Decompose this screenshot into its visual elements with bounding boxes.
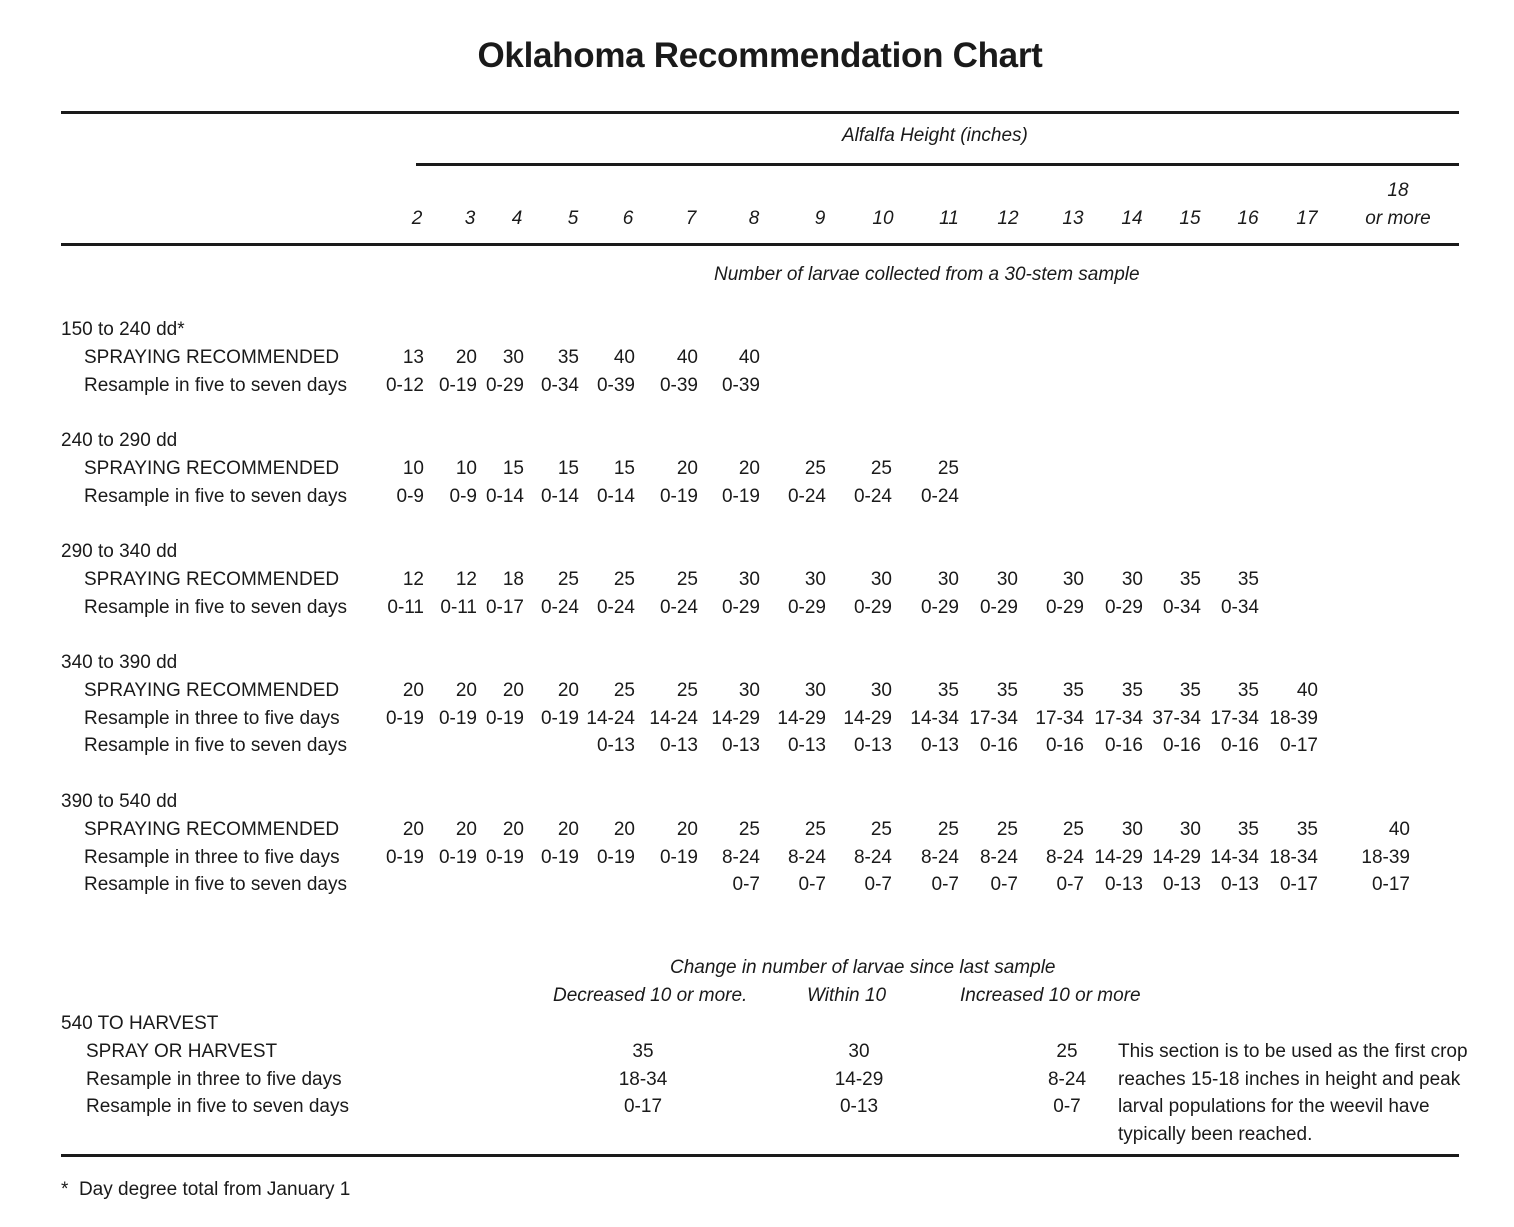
- page-title: Oklahoma Recommendation Chart: [477, 36, 1043, 75]
- table-cell: 8-24: [787, 846, 826, 868]
- table-cell: 0-11: [440, 596, 477, 618]
- table-cell: 0-19: [438, 846, 477, 868]
- table-cell: 0-24: [920, 485, 959, 507]
- row-label: SPRAYING RECOMMENDED: [84, 679, 340, 701]
- harvest-col-decreased: Decreased 10 or more.: [553, 985, 748, 1006]
- table-cell: 0-14: [540, 485, 579, 507]
- table-cell: 0-19: [385, 707, 424, 729]
- height-header-rule: [416, 163, 1459, 166]
- row-label: Resample in five to seven days: [84, 374, 347, 396]
- height-header-cell: 3: [464, 208, 476, 229]
- table-cell: 15: [557, 457, 579, 479]
- table-cell: 0-34: [1220, 596, 1259, 618]
- height-header-cell: 15: [1179, 208, 1201, 229]
- table-cell: 14-29: [777, 707, 826, 729]
- table-cell: 20: [557, 818, 579, 840]
- table-cell: 14-29: [1094, 846, 1143, 868]
- table-cell: 0-19: [485, 846, 524, 868]
- section-label: 240 to 290 dd: [61, 430, 178, 451]
- subheader: Number of larvae collected from a 30-stem sample: [714, 264, 1140, 285]
- table-cell: 37-34: [1152, 707, 1201, 729]
- footnote: * Day degree total from January 1: [61, 1179, 351, 1200]
- table-cell: 0-19: [659, 846, 698, 868]
- table-cell: 0-16: [1045, 735, 1084, 757]
- table-cell: 35: [937, 679, 959, 701]
- row-label: SPRAYING RECOMMENDED: [84, 346, 340, 368]
- height-header: Alfalfa Height (inches): [842, 125, 1028, 146]
- row-label: Resample in five to seven days: [84, 596, 347, 618]
- table-cell: 25: [996, 818, 1018, 840]
- table-cell: 30: [738, 568, 760, 590]
- table-cell: 30: [870, 679, 892, 701]
- table-cell: 25: [870, 457, 892, 479]
- table-cell: 0-34: [540, 374, 579, 396]
- table-cell: 35: [1121, 679, 1143, 701]
- table-cell: 25: [937, 457, 959, 479]
- table-cell: 12: [402, 568, 424, 590]
- table-cell: 0-13: [1220, 874, 1259, 896]
- harvest-note: This section is to be used as the first crop reaches 15-18 inches in height and peak larval populations for the weevil have typically been reached.: [1118, 1041, 1468, 1146]
- table-cell: 30: [1062, 568, 1084, 590]
- height-header-cell: 7: [685, 208, 697, 229]
- table-cell: 0-19: [438, 707, 477, 729]
- harvest-cell: 0-17: [623, 1096, 663, 1118]
- table-cell: 0-16: [979, 735, 1018, 757]
- table-cell: 8-24: [853, 846, 892, 868]
- bottom-rule: [61, 1154, 1459, 1157]
- table-cell: 0-19: [721, 485, 760, 507]
- table-cell: 35: [557, 346, 579, 368]
- section-label: 340 to 390 dd: [61, 652, 178, 673]
- table-cell: 20: [455, 346, 477, 368]
- table-cell: 25: [1062, 818, 1084, 840]
- table-cell: 0-39: [659, 374, 698, 396]
- table-cell: 20: [402, 818, 424, 840]
- row-label: Resample in five to seven days: [84, 485, 347, 507]
- table-cell: 25: [613, 568, 635, 590]
- table-cell: 8-24: [1045, 846, 1084, 868]
- table-cell: 30: [1179, 818, 1201, 840]
- harvest-row-label: SPRAY OR HARVEST: [86, 1041, 278, 1062]
- table-cell: 0-34: [1162, 596, 1201, 618]
- table-cell: 0-13: [1162, 874, 1201, 896]
- table-cell: 0-7: [732, 874, 760, 896]
- table-cell: 35: [1296, 818, 1318, 840]
- table-cell: 17-34: [1210, 707, 1259, 729]
- harvest-cell: 0-7: [1053, 1096, 1081, 1118]
- table-cell: 14-29: [1152, 846, 1201, 868]
- table-cell: 35: [1237, 818, 1259, 840]
- table-cell: 30: [804, 568, 826, 590]
- table-cell: 30: [870, 568, 892, 590]
- table-cell: 8-24: [920, 846, 959, 868]
- table-cell: 0-13: [659, 735, 698, 757]
- change-header: Change in number of larvae since last sample: [670, 957, 1056, 978]
- table-cell: 25: [557, 568, 579, 590]
- table-cell: 25: [804, 457, 826, 479]
- table-cell: 0-39: [596, 374, 635, 396]
- table-cell: 18: [502, 568, 524, 590]
- section-label: 150 to 240 dd*: [61, 319, 185, 340]
- table-cell: 0-12: [385, 374, 424, 396]
- table-cell: 0-19: [540, 707, 579, 729]
- table-cell: 0-24: [787, 485, 826, 507]
- height-header-cell: 18: [1387, 180, 1409, 201]
- table-cell: 20: [676, 457, 698, 479]
- table-cell: 18-34: [1269, 846, 1318, 868]
- height-header-cell: 10: [872, 208, 894, 229]
- table-cell: 25: [804, 818, 826, 840]
- table-cell: 0-7: [990, 874, 1018, 896]
- table-cell: 0-29: [979, 596, 1018, 618]
- height-header-cell: 14: [1121, 208, 1143, 229]
- table-cell: 18-39: [1361, 846, 1410, 868]
- table-cell: 0-14: [485, 485, 524, 507]
- table-cell: 17-34: [969, 707, 1018, 729]
- table-cell: 0-17: [1279, 874, 1318, 896]
- table-cell: 20: [738, 457, 760, 479]
- table-cell: 30: [738, 679, 760, 701]
- table-cell: 30: [502, 346, 524, 368]
- table-cell: 0-7: [1056, 874, 1084, 896]
- table-cell: 0-24: [540, 596, 579, 618]
- height-header-cell: 13: [1062, 208, 1084, 229]
- table-cell: 0-16: [1220, 735, 1259, 757]
- table-cell: 0-39: [721, 374, 760, 396]
- table-cell: 35: [1179, 568, 1201, 590]
- table-cell: 15: [613, 457, 635, 479]
- table-cell: 25: [937, 818, 959, 840]
- height-header-cell: 9: [814, 208, 826, 229]
- harvest-cell: 0-13: [839, 1096, 879, 1118]
- table-cell: 0-17: [1371, 874, 1410, 896]
- harvest-cell: 25: [1056, 1041, 1078, 1062]
- harvest-section-label: 540 TO HARVEST: [61, 1013, 219, 1034]
- table-cell: 0-11: [387, 596, 424, 618]
- table-cell: 0-29: [485, 374, 524, 396]
- table-cell: 0-7: [798, 874, 826, 896]
- table-cell: 20: [455, 679, 477, 701]
- table-cell: 0-7: [931, 874, 959, 896]
- table-cell: 13: [402, 346, 424, 368]
- table-cell: 0-24: [659, 596, 698, 618]
- table-cell: 25: [613, 679, 635, 701]
- row-label: SPRAYING RECOMMENDED: [84, 568, 340, 590]
- table-cell: 14-29: [843, 707, 892, 729]
- table-cell: 0-13: [853, 735, 892, 757]
- table-cell: 25: [676, 568, 698, 590]
- table-cell: 17-34: [1035, 707, 1084, 729]
- table-cell: 0-29: [920, 596, 959, 618]
- table-cell: 0-13: [1104, 874, 1143, 896]
- table-cell: 12: [455, 568, 477, 590]
- table-cell: 35: [1237, 568, 1259, 590]
- table-cell: 18-39: [1269, 707, 1318, 729]
- section-label: 390 to 540 dd: [61, 791, 178, 812]
- row-label: Resample in five to seven days: [84, 735, 347, 757]
- table-cell: 40: [676, 346, 698, 368]
- height-header-cell: 2: [411, 208, 423, 229]
- table-cell: 40: [1388, 818, 1410, 840]
- harvest-col-within: Within 10: [807, 985, 887, 1006]
- table-cell: 25: [676, 679, 698, 701]
- table-cell: 14-34: [1210, 846, 1259, 868]
- table-cell: 0-13: [787, 735, 826, 757]
- height-header-cell: 6: [622, 208, 634, 229]
- table-cell: 30: [1121, 568, 1143, 590]
- table-cell: 20: [502, 679, 524, 701]
- table-cell: 14-24: [586, 707, 635, 729]
- table-cell: 0-7: [864, 874, 892, 896]
- table-cell: 35: [1179, 679, 1201, 701]
- row-label: Resample in three to five days: [84, 707, 340, 729]
- row-label: Resample in three to five days: [84, 846, 340, 868]
- table-cell: 20: [613, 818, 635, 840]
- harvest-cell: 18-34: [618, 1068, 668, 1090]
- harvest-col-increased: Increased 10 or more: [960, 985, 1141, 1006]
- table-cell: 0-13: [596, 735, 635, 757]
- table-cell: 20: [455, 818, 477, 840]
- table-cell: 30: [804, 679, 826, 701]
- height-header-cell: 5: [567, 208, 579, 229]
- table-cell: 0-19: [485, 707, 524, 729]
- table-cell: 20: [557, 679, 579, 701]
- table-cell: 25: [870, 818, 892, 840]
- height-header-cell: 17: [1296, 208, 1318, 229]
- harvest-cell: 14-29: [834, 1068, 884, 1090]
- table-cell: 35: [1062, 679, 1084, 701]
- table-cell: 0-24: [596, 596, 635, 618]
- table-cell: 20: [402, 679, 424, 701]
- table-cell: 0-29: [1045, 596, 1084, 618]
- height-header-cell: 4: [511, 208, 523, 229]
- table-cell: 0-13: [920, 735, 959, 757]
- table-cell: 8-24: [721, 846, 760, 868]
- harvest-row-label: Resample in five to seven days: [86, 1096, 349, 1118]
- table-cell: 0-19: [659, 485, 698, 507]
- table-cell: 0-29: [721, 596, 760, 618]
- section-label: 290 to 340 dd: [61, 541, 178, 562]
- table-cell: 0-16: [1104, 735, 1143, 757]
- table-cell: 40: [613, 346, 635, 368]
- table-cell: 0-17: [485, 596, 524, 618]
- height-header-suffix: or more: [1365, 208, 1431, 229]
- table-cell: 20: [502, 818, 524, 840]
- table-cell: 14-29: [711, 707, 760, 729]
- table-cell: 20: [676, 818, 698, 840]
- harvest-cell: 30: [848, 1041, 870, 1062]
- table-cell: 0-19: [596, 846, 635, 868]
- table-cell: 40: [1296, 679, 1318, 701]
- table-cell: 0-9: [449, 485, 477, 507]
- table-cell: 8-24: [979, 846, 1018, 868]
- header-bottom-rule: [61, 243, 1459, 246]
- harvest-cell: 8-24: [1047, 1068, 1087, 1090]
- table-cell: 0-19: [540, 846, 579, 868]
- table-cell: 0-16: [1162, 735, 1201, 757]
- row-label: SPRAYING RECOMMENDED: [84, 818, 340, 840]
- table-cell: 15: [502, 457, 524, 479]
- height-header-cell: 12: [997, 208, 1019, 229]
- table-cell: 10: [402, 457, 424, 479]
- table-cell: 40: [738, 346, 760, 368]
- table-cell: 0-14: [596, 485, 635, 507]
- height-header-cell: 16: [1237, 208, 1259, 229]
- row-label: SPRAYING RECOMMENDED: [84, 457, 340, 479]
- table-cell: 0-19: [385, 846, 424, 868]
- table-cell: 0-13: [721, 735, 760, 757]
- harvest-cell: 35: [632, 1041, 654, 1062]
- table-cell: 14-34: [910, 707, 959, 729]
- harvest-row-label: Resample in three to five days: [86, 1068, 342, 1090]
- table-cell: 30: [1121, 818, 1143, 840]
- table-cell: 0-19: [438, 374, 477, 396]
- table-cell: 25: [738, 818, 760, 840]
- table-cell: 35: [996, 679, 1018, 701]
- table-cell: 0-9: [396, 485, 424, 507]
- row-label: Resample in five to seven days: [84, 874, 347, 896]
- top-rule: [61, 111, 1459, 114]
- table-cell: 10: [455, 457, 477, 479]
- table-cell: 30: [937, 568, 959, 590]
- table-cell: 14-24: [649, 707, 698, 729]
- table-cell: 0-24: [853, 485, 892, 507]
- table-cell: 0-29: [853, 596, 892, 618]
- table-cell: 0-29: [1104, 596, 1143, 618]
- table-cell: 0-17: [1279, 735, 1318, 757]
- table-cell: 35: [1237, 679, 1259, 701]
- table-cell: 17-34: [1094, 707, 1143, 729]
- table-cell: 0-29: [787, 596, 826, 618]
- height-header-cell: 11: [939, 208, 959, 229]
- table-cell: 30: [996, 568, 1018, 590]
- height-header-cell: 8: [748, 208, 760, 229]
